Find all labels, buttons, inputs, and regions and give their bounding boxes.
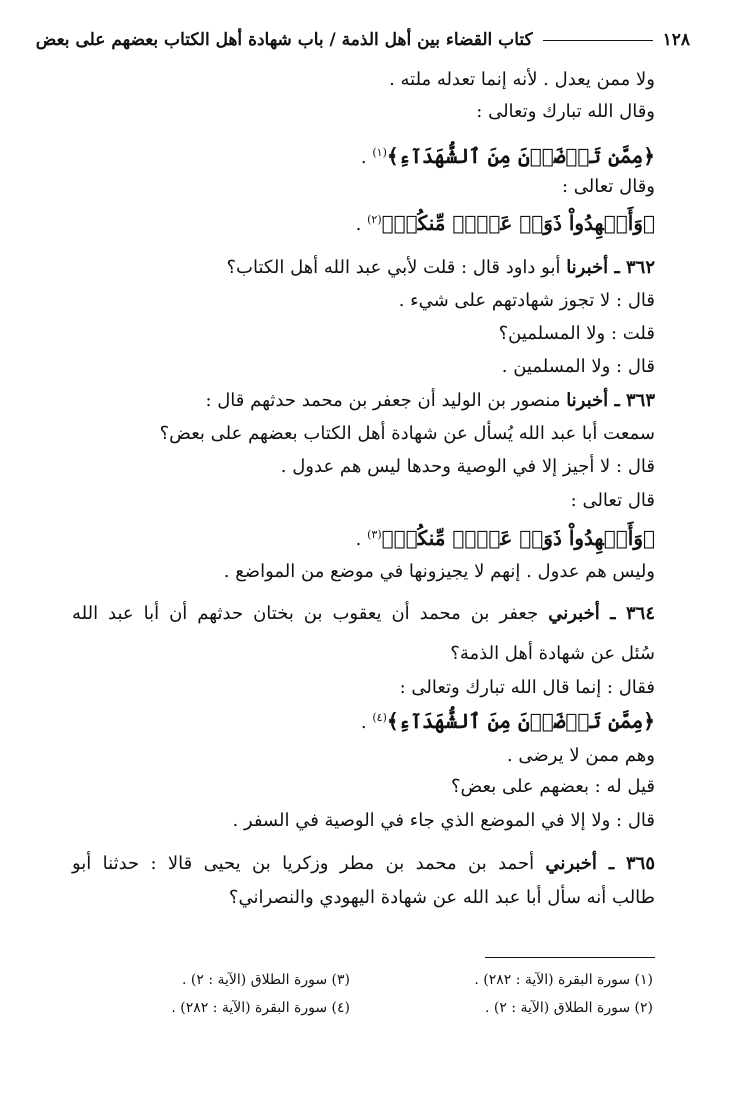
quran-verse-line bbox=[361, 141, 655, 170]
hadith-text: أحمد بن محمد بن مطر وزكريا بن يحيى قالا : حدثنا أبو bbox=[72, 853, 546, 874]
period: . bbox=[355, 214, 368, 235]
footnote-ref: (٢) bbox=[367, 213, 382, 226]
footnote-4: (٤) سورة البقرة (الآية : ٢٨٢) . bbox=[171, 1000, 350, 1016]
hadith-364 bbox=[72, 602, 655, 626]
text-line: طالب أنه سأل أبا عبد الله عن شهادة اليهودي والنصراني؟ bbox=[228, 887, 655, 908]
hadith-365 bbox=[72, 852, 655, 876]
period: . bbox=[360, 147, 373, 168]
footnote-2: (٢) سورة الطلاق (الآية : ٢) . bbox=[485, 1000, 653, 1016]
footnote-1: (١) سورة البقرة (الآية : ٢٨٢) . bbox=[474, 972, 653, 988]
page-header bbox=[35, 28, 690, 52]
text-line: وقال الله تبارك وتعالى : bbox=[476, 101, 655, 122]
text-line: قلت : ولا المسلمين؟ bbox=[498, 323, 655, 344]
text-line: سمعت أبا عبد الله يُسأل عن شهادة أهل الكتاب بعضهم على بعض؟ bbox=[159, 423, 655, 444]
period: . bbox=[355, 529, 368, 550]
quran-verse-line bbox=[356, 208, 655, 237]
quran-verse-line bbox=[361, 706, 655, 735]
footnote-rule bbox=[485, 957, 655, 958]
quran-verse-line bbox=[356, 523, 655, 552]
text-line: وهم ممن لا يرضى . bbox=[506, 745, 655, 766]
text-line: قال : ولا المسلمين . bbox=[501, 356, 655, 377]
footnote-ref: (٣) bbox=[367, 528, 382, 541]
footnote-ref: (١) bbox=[372, 146, 387, 159]
text-line: قال : لا أجيز إلا في الوصية وحدها ليس هم عدول . bbox=[280, 456, 655, 477]
hadith-number: ٣٦٣ ـ أخبرنا bbox=[566, 390, 655, 411]
text-line: قيل له : بعضهم على بعض؟ bbox=[450, 776, 655, 797]
footnote-ref: (٤) bbox=[372, 711, 387, 724]
footnote-3: (٣) سورة الطلاق (الآية : ٢) . bbox=[182, 972, 350, 988]
text-line: فقال : إنما قال الله تبارك وتعالى : bbox=[399, 677, 655, 698]
hadith-number: ٣٦٢ ـ أخبرنا bbox=[566, 257, 655, 278]
quran-verse: ﴿وَأَشۡهِدُواْ ذَوَيۡ عَدۡلٖ مِّنكُمۡ﴾ bbox=[381, 211, 655, 235]
hadith-362 bbox=[227, 256, 656, 280]
text-line: وليس هم عدول . إنهم لا يجيزونها في موضع من المواضع . bbox=[223, 561, 655, 582]
hadith-363 bbox=[205, 389, 655, 413]
page-number: ١٢٨ bbox=[662, 30, 690, 50]
period: . bbox=[360, 712, 373, 733]
text-line: ولا ممن يعدل . لأنه إنما تعدله ملته . bbox=[389, 69, 655, 90]
running-title: كتاب القضاء بين أهل الذمة / باب شهادة أهل الكتاب بعضهم على بعض bbox=[35, 30, 533, 50]
hadith-text: أبو داود قال : قلت لأبي عبد الله أهل الكتاب؟ bbox=[226, 257, 567, 278]
hadith-text: جعفر بن محمد أن يعقوب بن بختان حدثهم أن أبا عبد الله bbox=[72, 603, 549, 624]
hadith-number: ٣٦٥ ـ أخبرني bbox=[545, 853, 656, 874]
text-line: قال تعالى : bbox=[570, 490, 655, 511]
text-line: قال : لا تجوز شهادتهم على شيء . bbox=[398, 290, 655, 311]
hadith-text: منصور بن الوليد أن جعفر بن محمد حدثهم قال : bbox=[205, 390, 567, 411]
quran-verse: ﴿مِمَّن تَرۡضَوۡنَ مِنَ ٱلشُّهَدَآءِ﴾ bbox=[386, 144, 655, 168]
header-rule bbox=[543, 40, 653, 41]
text-line: سُئل عن شهادة أهل الذمة؟ bbox=[450, 643, 655, 664]
text-line: قال : ولا إلا في الموضع الذي جاء في الوصية في السفر . bbox=[232, 810, 655, 831]
quran-verse: ﴿مِمَّن تَرۡضَوۡنَ مِنَ ٱلشُّهَدَآءِ﴾ bbox=[386, 709, 655, 733]
text-line: وقال تعالى : bbox=[561, 176, 655, 197]
quran-verse: ﴿وَأَشۡهِدُواْ ذَوَيۡ عَدۡلٖ مِّنكُمۡ﴾ bbox=[381, 526, 655, 550]
hadith-number: ٣٦٤ ـ أخبرني bbox=[548, 603, 656, 624]
